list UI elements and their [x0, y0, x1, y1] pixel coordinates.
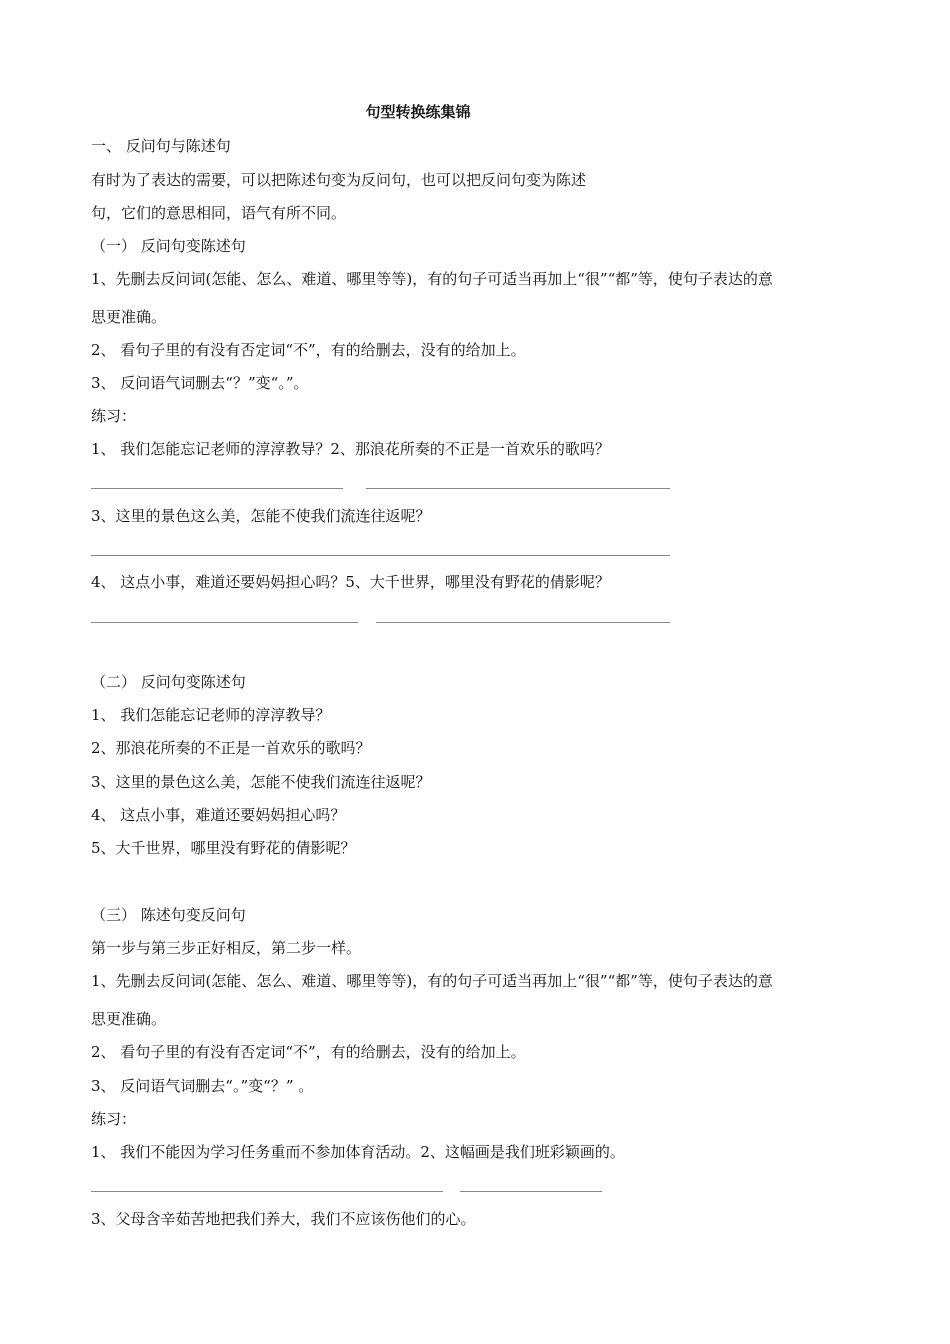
part1-question-3: 3、这里的景色这么美，怎能不使我们流连往返呢？	[91, 507, 431, 525]
answer-line[interactable]	[366, 488, 670, 489]
part2-heading: （二） 反问句变陈述句	[91, 673, 246, 691]
answer-line[interactable]	[91, 622, 358, 623]
intro-line-2: 句，它们的意思相同，语气有所不同。	[91, 204, 347, 222]
part1-practice-label: 练习：	[91, 407, 137, 425]
part2-question-1: 1、 我们怎能忘记老师的淳淳教导？	[91, 706, 331, 724]
part2-question-4: 4、 这点小事，难道还要妈妈担心吗？	[91, 806, 346, 824]
part1-heading: （一） 反问句变陈述句	[91, 237, 246, 255]
page-title: 句型转换练集锦	[365, 103, 471, 121]
part3-heading: （三） 陈述句变反问句	[91, 906, 246, 924]
part1-rule-1-cont: 思更准确。	[91, 308, 167, 326]
part1-rule-3: 3、 反问语气词删去“？”变“。”。	[91, 374, 309, 392]
part3-question-1-2: 1、 我们不能因为学习任务重而不参加体育活动。2、这幅画是我们班彩颖画的。	[91, 1143, 625, 1161]
intro-line-1: 有时为了表达的需要，可以把陈述句变为反问句，也可以把反问句变为陈述	[91, 171, 587, 189]
part1-rule-2: 2、 看句子里的有没有否定词“不”，有的给删去，没有的给加上。	[91, 341, 526, 359]
part2-question-5: 5、大千世界，哪里没有野花的倩影呢？	[91, 839, 356, 857]
answer-line[interactable]	[91, 1191, 443, 1192]
part1-question-1-2: 1、 我们怎能忘记老师的淳淳教导？2、那浪花所奏的不正是一首欢乐的歌吗？	[91, 440, 610, 458]
part3-question-3: 3、父母含辛茹苦地把我们养大，我们不应该伤他们的心。	[91, 1210, 476, 1228]
part3-rule-2: 2、 看句子里的有没有否定词“不”，有的给删去，没有的给加上。	[91, 1043, 526, 1061]
answer-line[interactable]	[376, 622, 670, 623]
answer-line[interactable]	[460, 1191, 602, 1192]
part1-question-4-5: 4、 这点小事，难道还要妈妈担心吗？5、大千世界，哪里没有野花的倩影呢？	[91, 573, 610, 591]
part2-question-3: 3、这里的景色这么美，怎能不使我们流连往返呢？	[91, 773, 431, 791]
part3-note: 第一步与第三步正好相反，第二步一样。	[91, 939, 362, 957]
answer-line[interactable]	[91, 488, 343, 489]
answer-line[interactable]	[91, 555, 670, 556]
part3-practice-label: 练习：	[91, 1110, 137, 1128]
part3-rule-1-cont: 思更准确。	[91, 1010, 167, 1028]
part1-rule-1: 1、先删去反问词(怎能、怎么、难道、哪里等等)，有的句子可适当再加上“很”“都”等，使句子表达的意	[91, 270, 773, 288]
part3-rule-3: 3、 反问语气词删去“。”变“？” 。	[91, 1077, 314, 1095]
part3-rule-1: 1、先删去反问词(怎能、怎么、难道、哪里等等)，有的句子可适当再加上“很”“都”等，使句子表达的意	[91, 972, 773, 990]
section-heading: 一、 反问句与陈述句	[91, 137, 231, 155]
part2-question-2: 2、那浪花所奏的不正是一首欢乐的歌吗？	[91, 739, 371, 757]
